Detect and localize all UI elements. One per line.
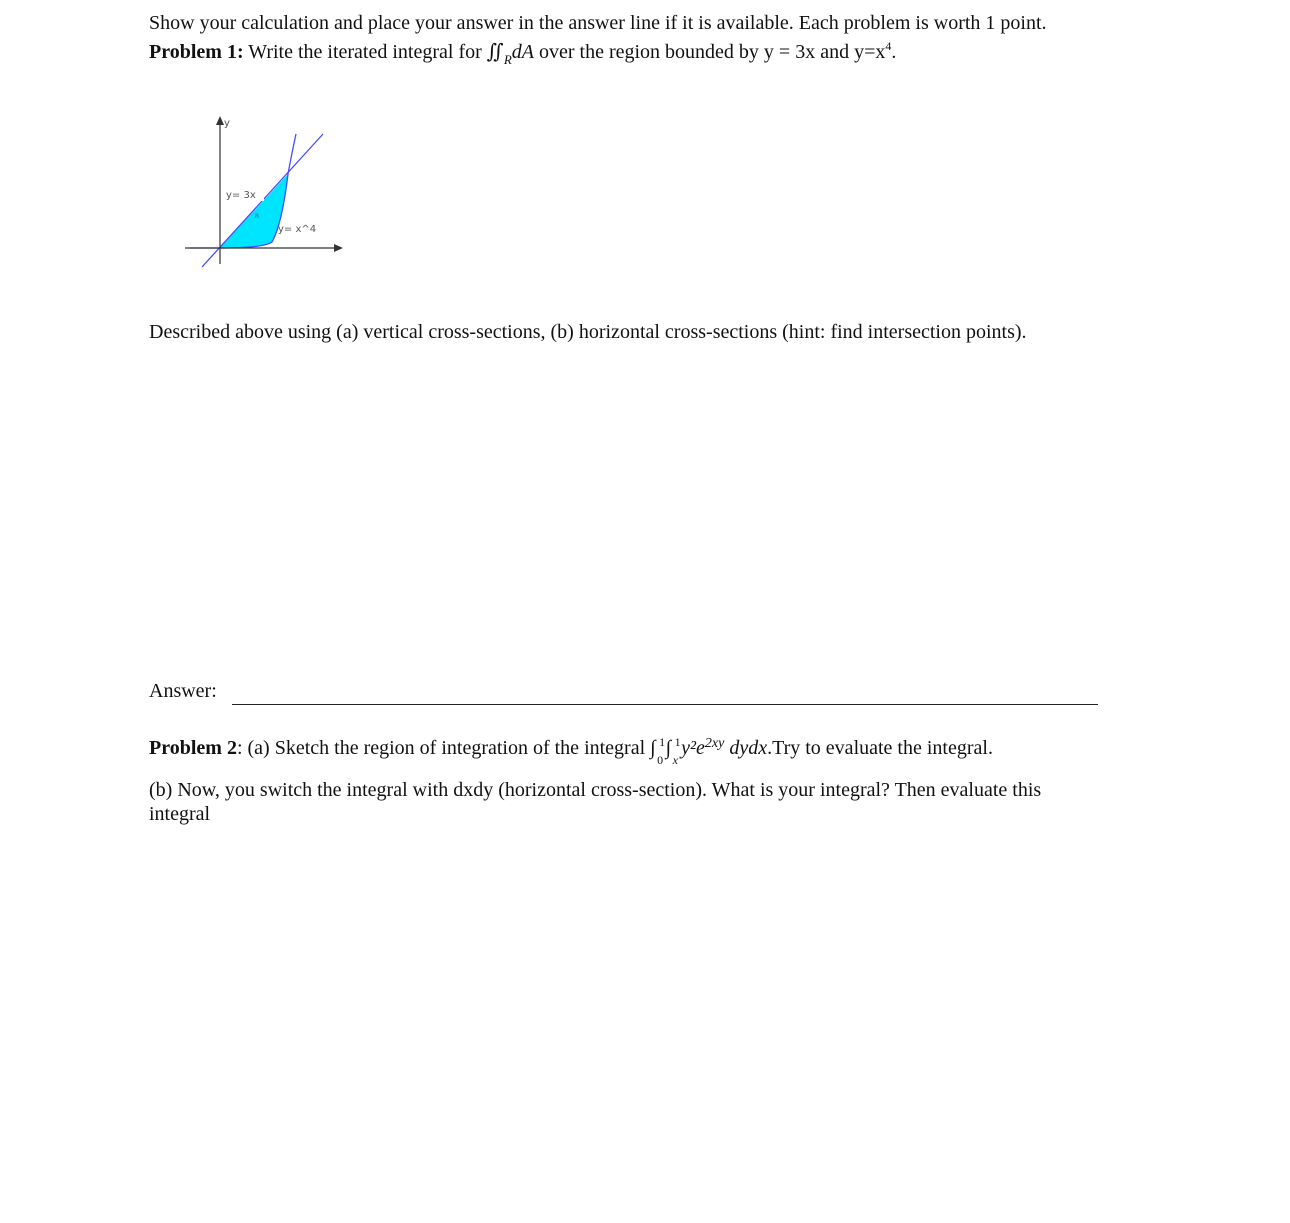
answer-label: Answer: (149, 680, 217, 702)
problem1-text-after: over the region bounded by y = 3x and y=x (533, 41, 886, 63)
problem2-integrand: y²e (681, 737, 705, 759)
inner-integral: ∫ 1 x (666, 736, 671, 760)
problem2-label: Problem 2 (149, 737, 237, 759)
answer-line[interactable] (232, 704, 1098, 705)
double-integral-symbol: ∬ (486, 41, 504, 63)
exponent-four: 4 (885, 39, 892, 53)
inner-lower-limit: x (672, 753, 678, 767)
problem2-text: : (a) Sketch the region of integration of the integral (236, 737, 651, 759)
problem1-label: Problem 1: (149, 41, 244, 63)
y-axis-arrow (216, 116, 224, 125)
problem2-statement (149, 735, 993, 767)
problem1-text-before: Write the iterated integral for (243, 41, 487, 63)
instructions: Show your calculation and place your answer in the answer line if it is available. Each problem is worth 1 point. (149, 12, 1047, 34)
outer-integral: ∫ 1 0 (650, 736, 655, 760)
problem2-part-b-line1: (b) Now, you switch the integral with dxdy (horizontal cross-section). What is your integral? Then evaluate this (149, 779, 1042, 801)
cross-section-instructions: Described above using (a) vertical cross-sections, (b) horizontal cross-sections (hint: find intersection points). (149, 321, 1027, 343)
curve-label: y= x^4 (278, 224, 317, 235)
outer-upper-limit: 1 (659, 735, 666, 749)
region-label: R (255, 213, 260, 220)
problem1-period: . (891, 41, 897, 63)
integrand-exponent: 2xy (704, 736, 725, 751)
problem1-statement (149, 40, 896, 66)
y-axis-label: y (224, 118, 230, 129)
x-axis-arrow (334, 244, 343, 252)
outer-lower-limit: 0 (657, 753, 664, 767)
line-label: y= 3x (226, 190, 256, 201)
region-subscript: R (503, 52, 512, 67)
region-graph (180, 112, 350, 272)
problem2-text-after: .Try to evaluate the integral. (767, 737, 993, 759)
integrand-da: dA (511, 41, 534, 63)
problem2-part-b-line2: integral (149, 803, 211, 825)
differential: dydx (724, 737, 768, 759)
inner-upper-limit: 1 (674, 735, 681, 749)
